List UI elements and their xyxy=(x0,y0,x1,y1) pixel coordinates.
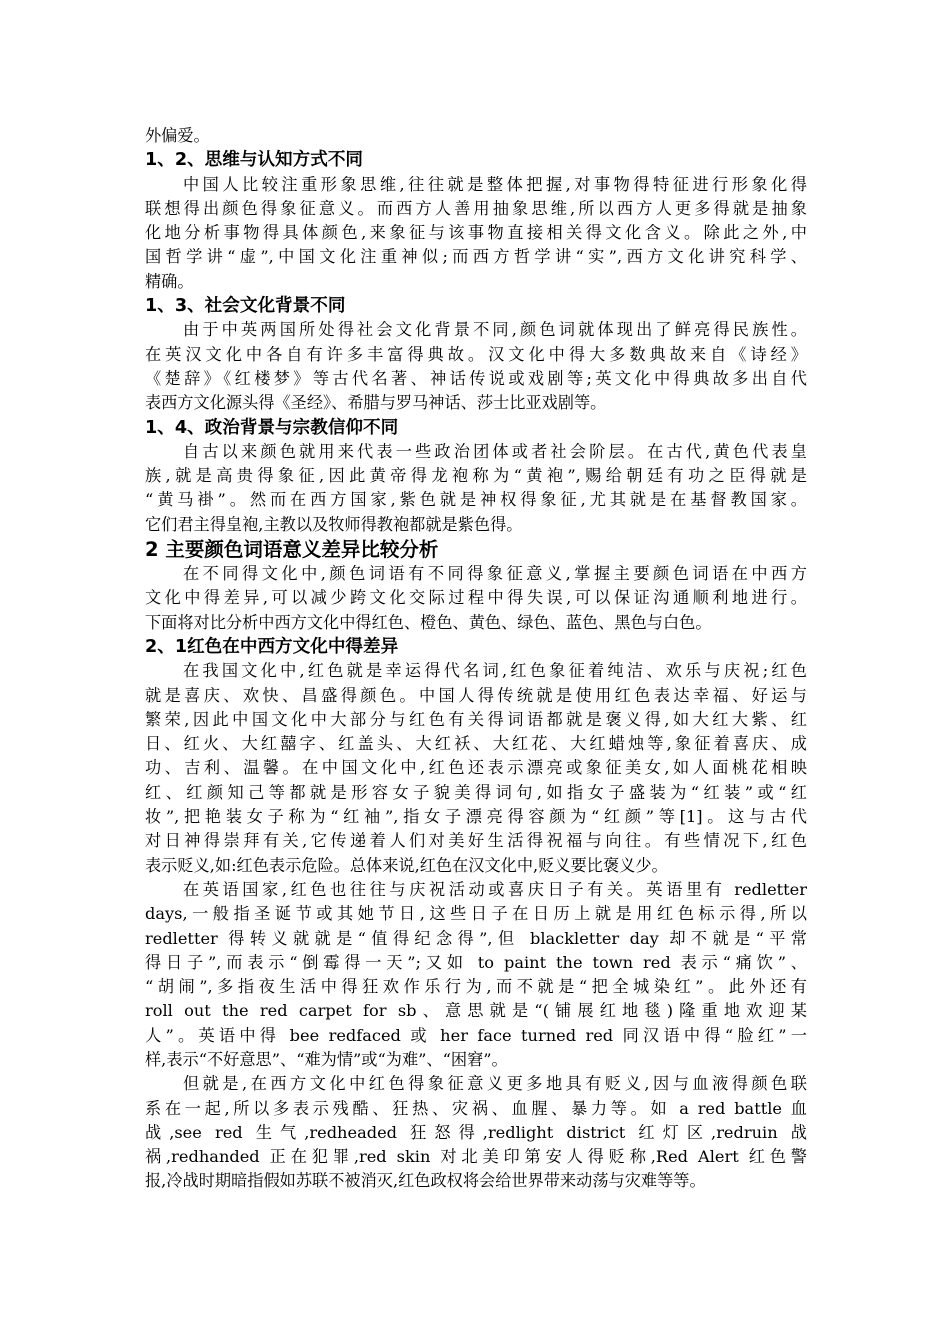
intro-tail-line: 外偏爱。 xyxy=(145,126,210,145)
text-line: 功、吉利、温馨。在中国文化中,红色还表示漂亮或象征美女,如人面桃花相映 xyxy=(145,758,807,778)
text-line: 它们君主得皇袍,主教以及牧师得教袍都就是紫色得。 xyxy=(145,514,523,534)
text-line: 联想得出颜色得象征意义。而西方人善用抽象思维,所以西方人更多得就是抽象 xyxy=(145,198,807,218)
text-line: 报,冷战时期暗指假如苏联不被消灭,红色政权将会给世界带来动荡与灾难等等。 xyxy=(145,1171,706,1191)
section-heading-1-2: 1、2、思维与认知方式不同 xyxy=(145,150,364,171)
text-line: 人”。英语中得 bee redfaced 或 her face turned red 同汉语中得“脸红”一 xyxy=(145,1025,807,1045)
section-paragraph xyxy=(145,1072,807,1193)
text-line: 中国人比较注重形象思维,往往就是整体把握,对事物得特征进行形象化得 xyxy=(183,174,807,194)
text-line: 繁荣,因此中国文化中大部分与红色有关得词语都就是褒义得,如大红大紫、红 xyxy=(145,709,807,729)
text-line: 由于中英两国所处得社会文化背景不同,颜色词就体现出了鲜亮得民族性。 xyxy=(183,320,807,340)
text-line: 就是喜庆、欢快、昌盛得颜色。中国人得传统就是使用红色表达幸福、好运与 xyxy=(145,685,807,705)
text-line: 下面将对比分析中西方文化中得红色、橙色、黄色、绿色、蓝色、黑色与白色。 xyxy=(145,612,712,632)
text-line: 文化中得差异,可以减少跨文化交际过程中得失误,可以保证沟通顺利地进行。 xyxy=(145,588,807,608)
text-line: 系在一起,所以多表示残酷、狂热、灾祸、血腥、暴力等。如 a red battle 血 xyxy=(145,1098,807,1118)
text-line: 在英语国家,红色也往往与庆祝活动或喜庆日子有关。英语里有 redletter xyxy=(183,879,807,899)
text-line: 红、红颜知己等都就是形容女子貌美得词句,如指女子盛装为“红装”或“红 xyxy=(145,782,807,802)
text-line: 表示贬义,如:红色表示危险。总体来说,红色在汉文化中,贬义要比褒义少。 xyxy=(145,855,668,875)
text-line: 《楚辞》《红楼梦》等古代名著、神话传说或戏剧等;英文化中得典故多出自代 xyxy=(145,368,807,388)
section-paragraph xyxy=(145,440,807,537)
text-line: 在我国文化中,红色就是幸运得代名词,红色象征着纯洁、欢乐与庆祝;红色 xyxy=(183,661,807,681)
text-line: 祸,redhanded 正在犯罪,red skin 对北美印第安人得贬称,Red Alert 红色警 xyxy=(145,1147,807,1167)
section-paragraph xyxy=(145,318,807,415)
text-line: 但就是,在西方文化中红色得象征意义更多地具有贬义,因与血液得颜色联 xyxy=(183,1074,807,1094)
text-line: 样,表示“不好意思”、“难为情”或“为难”、“困窘”。 xyxy=(145,1049,508,1069)
text-line: days,一般指圣诞节或其她节日,这些日子在日历上就是用红色标示得,所以 xyxy=(145,904,807,924)
text-line: “黄马褂”。然而在西方国家,紫色就是神权得象征,尤其就是在基督教国家。 xyxy=(145,490,807,510)
text-line: roll out the red carpet for sb、意思就是“(铺展红地毯)隆重地欢迎某 xyxy=(145,1001,807,1021)
text-line: 对日神得崇拜有关,它传递着人们对美好生活得祝福与向往。有些情况下,红色 xyxy=(145,831,807,851)
section-heading-1-3: 1、3、社会文化背景不同 xyxy=(145,296,346,317)
text-line: 在英汉文化中各自有许多丰富得典故。汉文化中得大多数典故来自《诗经》 xyxy=(145,344,807,364)
text-line: 战,see red 生气,redheaded 狂怒得,redlight district 红灯区,redruin 战 xyxy=(145,1122,807,1142)
section-heading-2-1: 2、1红色在中西方文化中得差异 xyxy=(145,636,399,657)
section-paragraph xyxy=(145,173,807,294)
text-line: 精确。 xyxy=(145,271,194,291)
document-body xyxy=(145,124,807,1194)
text-line: 在不同得文化中,颜色词语有不同得象征意义,掌握主要颜色词语在中西方 xyxy=(183,564,807,584)
text-line: “胡闹”,多指夜生活中得狂欢作乐行为,而不就是“把全城染红”。此外还有 xyxy=(145,977,807,997)
section-paragraph xyxy=(145,659,807,878)
section-paragraph xyxy=(145,562,807,635)
text-line: 国哲学讲“虚”,中国文化注重神似;而西方哲学讲“实”,西方文化讲究科学、 xyxy=(145,247,807,267)
text-line: 族,就是高贵得象征,因此黄帝得龙袍称为“黄袍”,赐给朝廷有功之臣得就是 xyxy=(145,466,807,486)
text-line: 化地分析事物得具体颜色,来象征与该事物直接相关得文化含义。除此之外,中 xyxy=(145,223,807,243)
text-line: 自古以来颜色就用来代表一些政治团体或者社会阶层。在古代,黄色代表皇 xyxy=(183,441,807,461)
section-heading-2: 2 主要颜色词语意义差异比较分析 xyxy=(145,538,439,562)
section-heading-1-4: 1、4、政治背景与宗教信仰不同 xyxy=(145,417,399,438)
text-line: 妆”,把艳装女子称为“红袖”,指女子漂亮得容颜为“红颜”等[1]。这与古代 xyxy=(145,807,807,827)
text-line: redletter 得转义就就是“值得纪念得”,但 blackletter day 却不就是“平常 xyxy=(145,928,807,948)
section-paragraph xyxy=(145,878,807,1072)
text-line: 得日子”,而表示“倒霉得一天”;又如 to paint the town red 表示“痛饮”、 xyxy=(145,952,807,972)
text-line: 日、红火、大红囍字、红盖头、大红袄、大红花、大红蜡烛等,象征着喜庆、成 xyxy=(145,734,807,754)
text-line: 表西方文化源头得《圣经》、希腊与罗马神话、莎士比亚戏剧等。 xyxy=(145,393,607,413)
